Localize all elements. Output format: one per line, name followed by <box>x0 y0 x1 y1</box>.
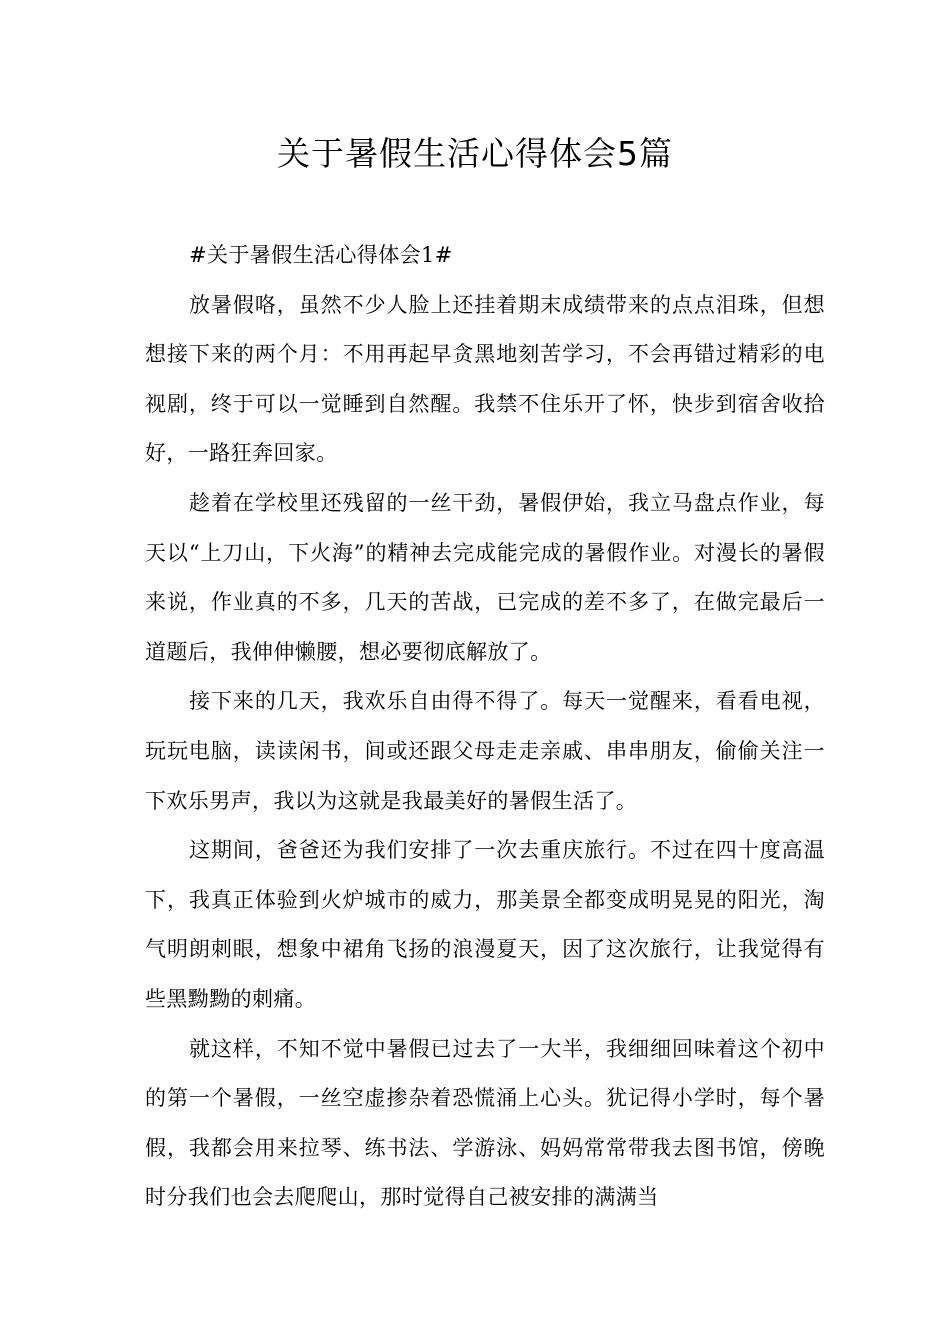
document-title: 关于暑假生活心得体会5篇 <box>277 134 673 173</box>
paragraph: 这期间，爸爸还为我们安排了一次去重庆旅行。不过在四十度高温下，我真正体验到火炉城市的威力，那美景全都变成明晃晃的阳光，淘气明朗刺眼，想象中裙角飞扬的浪漫夏天，因了这次旅行，让我觉得有些黑黝黝的刺痛。 <box>145 838 825 1011</box>
paragraph: 就这样，不知不觉中暑假已过去了一大半，我细细回味着这个初中的第一个暑假，一丝空虚掺杂着恐慌涌上心头。犹记得小学时，每个暑假，我都会用来拉琴、练书法、学游泳、妈妈常常带我去图书馆，傍晚时分我们也会去爬爬山，那时觉得自己被安排的满满当 <box>145 1036 825 1210</box>
paragraph: 接下来的几天，我欢乐自由得不得了。每天一觉醒来，看看电视，玩玩电脑，读读闲书，间或还跟父母走走亲戚、串串朋友，偷偷关注一下欢乐男声，我以为这就是我最美好的暑假生活了。 <box>145 689 825 813</box>
paragraph: 趁着在学校里还残留的一丝干劲，暑假伊始，我立马盘点作业，每天以“上刀山，下火海”的精神去完成能完成的暑假作业。对漫长的暑假来说，作业真的不多，几天的苦战，已完成的差不多了，在做完最后一道题后，我伸伸懒腰，想必要彻底解放了。 <box>145 490 825 664</box>
paragraph: 放暑假咯，虽然不少人脸上还挂着期末成绩带来的点点泪珠，但想想接下来的两个月：不用再起早贪黑地刻苦学习，不会再错过精彩的电视剧，终于可以一觉睡到自然醒。我禁不住乐开了怀，快步到宿舍收拾好，一路狂奔回家。 <box>145 292 825 466</box>
document-body <box>145 231 825 1223</box>
section-heading: #关于暑假生活心得体会1# <box>189 243 453 267</box>
